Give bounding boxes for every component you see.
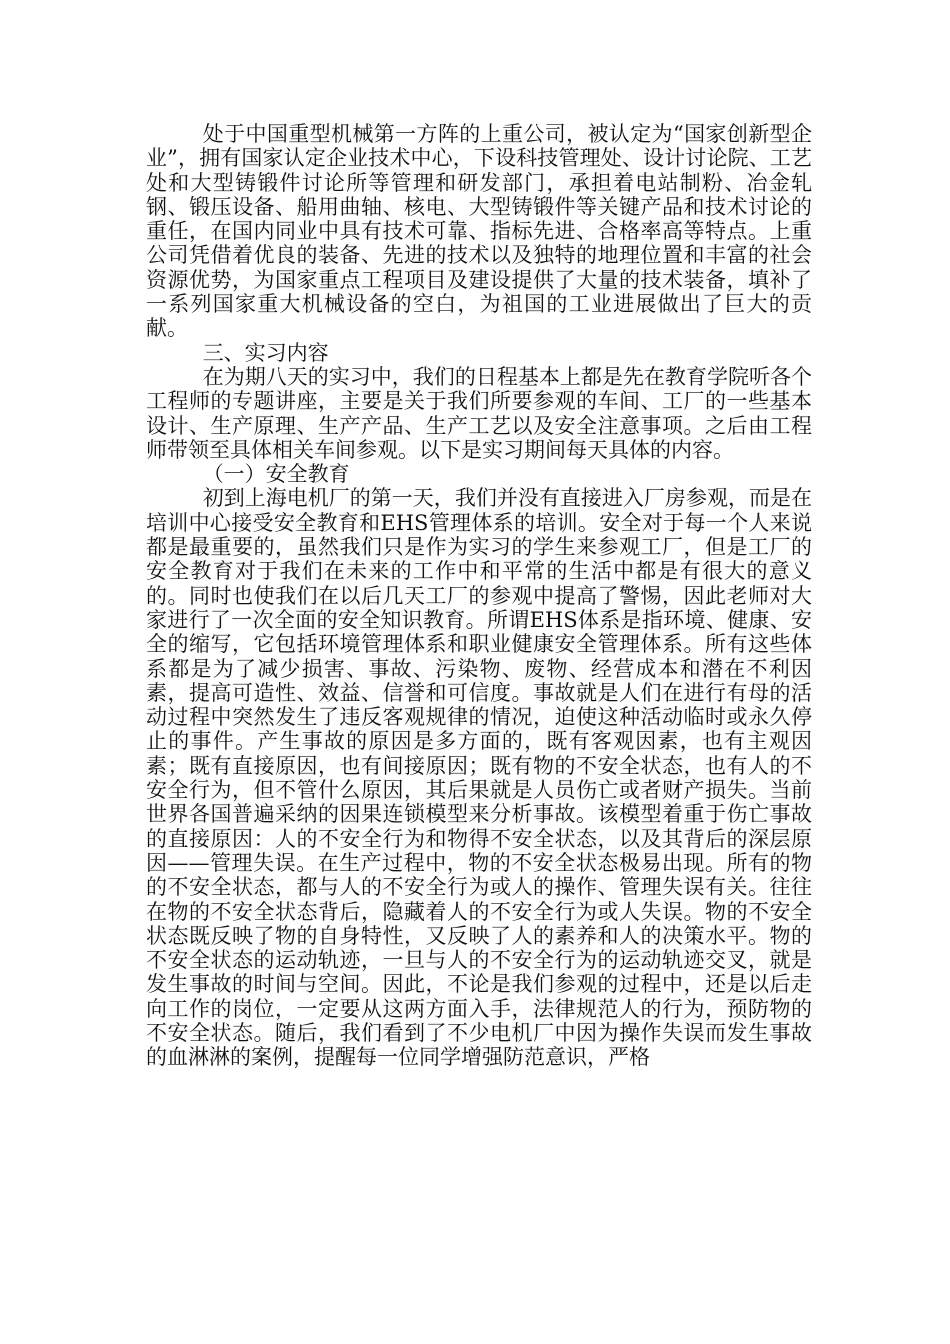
paragraph-company-intro: 处于中国重型机械第一方阵的上重公司，被认定为“国家创新型企业”，拥有国家认定企业技术中心，下设科技管理处、设计讨论院、工艺处和大型铸锻件讨论所等管理和研发部门，承担着电站制粉、冶金轧钢、锻压设备、船用曲轴、核电、大型铸锻件等关键产品和技术讨论的重任，在国内同业中具有技术可靠、指标先进、合格率高等特点。上重公司凭借着优良的装备、先进的技术以及独特的地理位置和丰富的社会资源优势，为国家重点工程项目及建设提供了大量的技术装备，填补了一系列国家重大机械设备的空白，为祖国的工业进展做出了巨大的贡献。 [146, 122, 812, 341]
subsection-heading-safety-education: （一）安全教育 [202, 462, 350, 487]
paragraph-schedule: 在为期八天的实习中，我们的日程基本上都是先在教育学院听各个工程师的专题讲座，主要是关于我们所要参观的车间、工厂的一些基本设计、生产原理、生产产品、生产工艺以及安全注意事项。之后由工程师带领至具体相关车间参观。以下是实习期间每天具体的内容。 [146, 364, 812, 462]
document-page [146, 122, 812, 1070]
section-heading-internship-content: 三、实习内容 [202, 340, 329, 365]
paragraph-safety-training: 初到上海电机厂的第一天，我们并没有直接进入厂房参观，而是在培训中心接受安全教育和EHS管理体系的培训。安全对于每一个人来说都是最重要的，虽然我们只是作为实习的学生来参观工厂，但是工厂的安全教育对于我们在未来的工作中和平常的生活中都是有很大的意义的。同时也使我们在以后几天工厂的参观中提高了警惕，因此老师对大家进行了一次全面的安全知识教育。所谓EHS体系是指环境、健康、安全的缩写，它包括环境管理体系和职业健康安全管理体系。所有这些体系都是为了减少损害、事故、污染物、废物、经营成本和潜在不利因素，提高可造性、效益、信誉和可信度。事故就是人们在进行有母的活动过程中突然发生了违反客观规律的情况，迫使这种活动临时或永久停止的事件。产生事故的原因是多方面的，既有客观因素，也有主观因素；既有直接原因，也有间接原因；既有物的不安全状态，也有人的不安全行为，但不管什么原因，其后果就是人员伤亡或者财产损失。当前世界各国普遍采纳的因果连锁模型来分析事故。该模型着重于伤亡事故的直接原因：人的不安全行为和物得不安全状态，以及其背后的深层原因——管理失误。在生产过程中，物的不安全状态极易出现。所有的物的不安全状态，都与人的不安全行为或人的操作、管理失误有关。往往在物的不安全状态背后，隐藏着人的不安全行为或人失误。物的不安全状态既反映了物的自身特性，又反映了人的素养和人的决策水平。物的不安全状态的运动轨迹，一旦与人的不安全行为的运动轨迹交叉，就是发生事故的时间与空间。因此，不论是我们参观的过程中，还是以后走向工作的岗位，一定要从这两方面入手，法律规范人的行为，预防物的不安全状态。随后，我们看到了不少电机厂中因为操作失误而发生事故的血淋淋的案例，提醒每一位同学增强防范意识，严格 [146, 486, 812, 1070]
